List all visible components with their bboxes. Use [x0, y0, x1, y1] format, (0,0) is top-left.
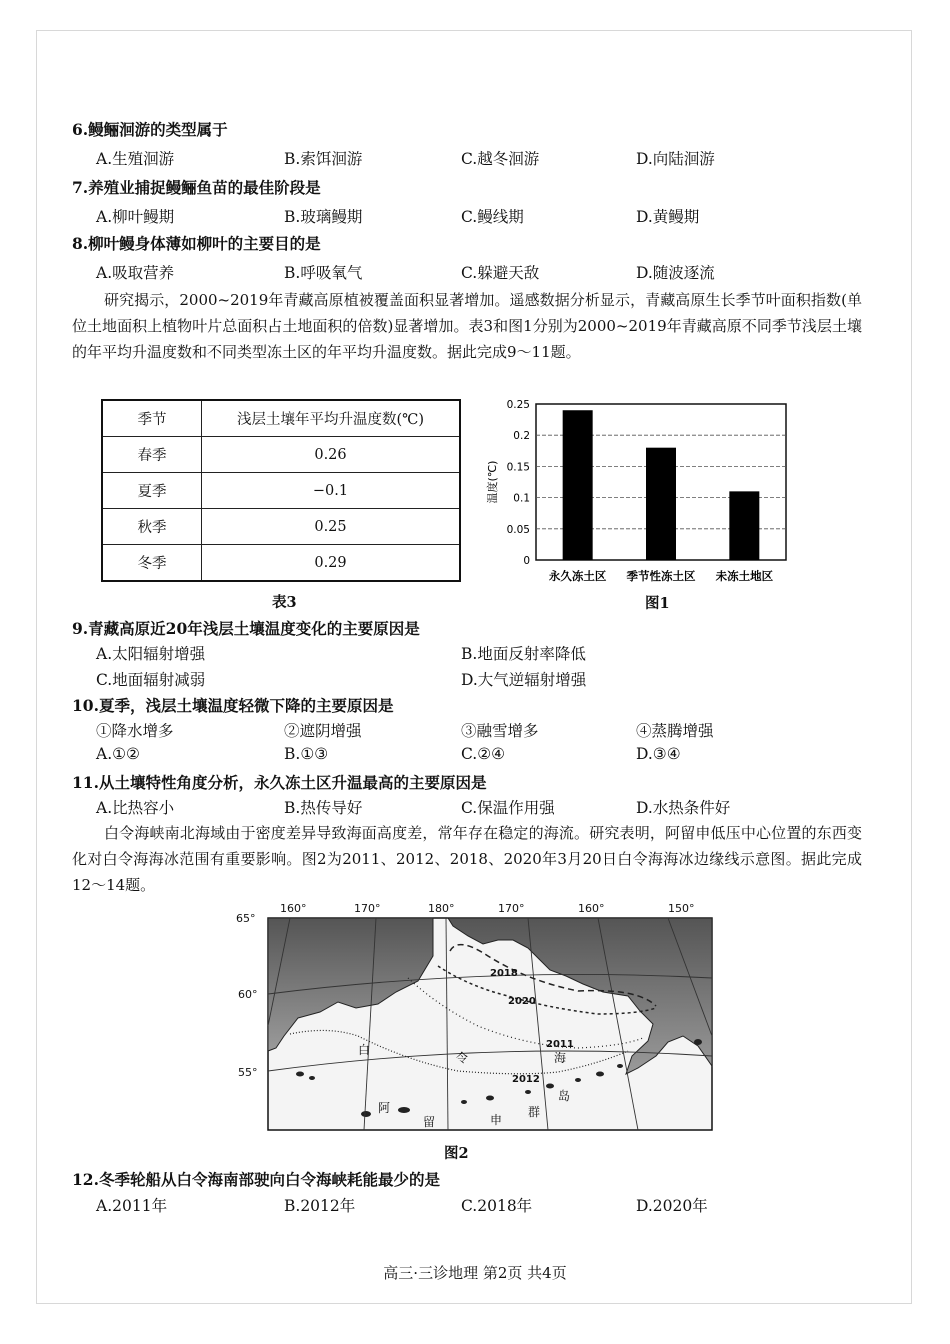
- table-cell: −0.1: [202, 473, 461, 509]
- table-header-season: 季节: [102, 400, 202, 437]
- q6-option-b: B.索饵洄游: [284, 150, 363, 168]
- label-2011: 2011: [546, 1039, 574, 1050]
- question-11-stem: 11.从土壤特性角度分析，永久冻土区升温最高的主要原因是: [72, 773, 487, 792]
- table-cell: 秋季: [102, 509, 202, 545]
- q11-option-a: A.比热容小: [96, 799, 175, 817]
- question-9-stem: 9.青藏高原近20年浅层土壤温度变化的主要原因是: [72, 619, 420, 638]
- q8-option-c: C.躲避天敌: [461, 264, 540, 282]
- q11-option-d: D.水热条件好: [636, 799, 731, 817]
- chart-bar: [729, 491, 759, 560]
- q9-option-b: B.地面反射率降低: [461, 645, 586, 663]
- q8-option-d: D.随波逐流: [636, 264, 715, 282]
- q7-option-c: C.鳗线期: [461, 208, 524, 226]
- sea-char-1: 白: [358, 1043, 371, 1057]
- island-char-1: 阿: [378, 1101, 391, 1115]
- figure-2-map: [228, 896, 728, 1136]
- sea-char-3: 海: [554, 1051, 567, 1065]
- q8-option-b: B.呼吸氧气: [284, 264, 363, 282]
- island-char-2: 留: [423, 1115, 436, 1129]
- table-row: [102, 473, 460, 509]
- figure-1-chart: [476, 392, 806, 592]
- figure-1-caption: 图1: [645, 595, 670, 612]
- table-3: [101, 399, 461, 582]
- lon-label-2: 170°: [354, 902, 381, 915]
- q10-option-d: D.③④: [636, 745, 681, 763]
- label-2018: 2018: [490, 968, 518, 979]
- q10-item-2: ②遮阴增强: [284, 722, 362, 740]
- question-10-stem: 10.夏季，浅层土壤温度轻微下降的主要原因是: [72, 696, 394, 715]
- q11-option-c: C.保温作用强: [461, 799, 555, 817]
- question-8-stem: 8.柳叶鳗身体薄如柳叶的主要目的是: [72, 234, 321, 253]
- q10-option-c: C.②④: [461, 745, 506, 763]
- chart-ytick-label: 0.25: [506, 399, 530, 411]
- q6-option-a: A.生殖洄游: [96, 150, 175, 168]
- page-footer: 高三·三诊地理 第2页 共4页: [383, 1264, 567, 1282]
- q10-item-4: ④蒸腾增强: [636, 722, 714, 740]
- passage-tibet-text: 研究揭示，2000~2019年青藏高原植被覆盖面积显著增加。遥感数据分析显示，青藏高原生长季节叶面积指数(单位土地面积上植物叶片总面积占土地面积的倍数)显著增加。表3和图1分别为2000~2019年青藏高原不同季节浅层土壤的年平均升温度数和不同类型冻土区的年平均升温度数。据此完成9～11题。: [72, 291, 862, 361]
- chart-ytick-label: 0: [523, 555, 530, 567]
- chart-ylabel: 温度(℃): [486, 460, 499, 504]
- table-header-row: [102, 400, 460, 437]
- lat-label-3: 55°: [238, 1066, 258, 1079]
- lat-label-1: 65°: [236, 912, 256, 925]
- q12-option-c: C.2018年: [461, 1197, 533, 1215]
- island-char-3: 申: [490, 1113, 503, 1127]
- q8-option-a: A.吸取营养: [96, 264, 175, 282]
- passage-bering: [72, 820, 862, 898]
- table-cell: 夏季: [102, 473, 202, 509]
- island-char-4: 群: [528, 1105, 541, 1119]
- question-6-stem: 6.鳗鲡洄游的类型属于: [72, 120, 228, 139]
- lon-label-6: 150°: [668, 902, 695, 915]
- question-7-stem: 7.养殖业捕捉鳗鲡鱼苗的最佳阶段是: [72, 178, 321, 197]
- figure-2-caption: 图2: [444, 1145, 469, 1162]
- q10-item-3: ③融雪增多: [461, 722, 539, 740]
- chart-xtick-label: 永久冻土区: [548, 569, 607, 583]
- q11-option-b: B.热传导好: [284, 799, 363, 817]
- q9-option-c: C.地面辐射减弱: [96, 671, 206, 689]
- q7-option-b: B.玻璃鳗期: [284, 208, 363, 226]
- table-cell: 0.26: [202, 437, 461, 473]
- chart-bar: [563, 410, 593, 560]
- q7-option-d: D.黄鳗期: [636, 208, 700, 226]
- q10-option-a: A.①②: [96, 745, 140, 763]
- q9-option-a: A.太阳辐射增强: [96, 645, 206, 663]
- passage-bering-text: 白令海峡南北海域由于密度差异导致海面高度差，常年存在稳定的海流。研究表明，阿留申低压中心位置的东西变化对白令海海冰范围有重要影响。图2为2011、2012、2018、2020年3月20日白令海海冰边缘线示意图。据此完成12～14题。: [72, 824, 862, 894]
- q10-item-1: ①降水增多: [96, 722, 174, 740]
- q6-option-c: C.越冬洄游: [461, 150, 540, 168]
- q12-option-a: A.2011年: [96, 1197, 168, 1215]
- table-row: [102, 437, 460, 473]
- label-2012: 2012: [512, 1074, 540, 1085]
- lon-label-4: 170°: [498, 902, 525, 915]
- table-row: [102, 545, 460, 582]
- chart-ytick-label: 0.1: [513, 492, 530, 505]
- q6-option-d: D.向陆洄游: [636, 150, 715, 168]
- lat-label-2: 60°: [238, 988, 258, 1001]
- label-2020: 2020: [508, 996, 536, 1007]
- chart-ytick-label: 0.05: [506, 523, 530, 536]
- question-12-stem: 12.冬季轮船从白令海南部驶向白令海峡耗能最少的是: [72, 1170, 440, 1189]
- chart-bar: [646, 448, 676, 560]
- table-cell: 0.29: [202, 545, 461, 582]
- chart-xtick-label: 未冻土地区: [715, 569, 774, 583]
- island-char-5: 岛: [558, 1089, 571, 1103]
- table-header-temp: 浅层土壤年平均升温度数(℃): [202, 400, 461, 437]
- table-cell: 春季: [102, 437, 202, 473]
- chart-ytick-label: 0.15: [506, 461, 530, 474]
- table-3-caption: 表3: [272, 594, 297, 611]
- chart-ytick-label: 0.2: [513, 430, 530, 443]
- sea-char-2: 令: [456, 1051, 469, 1065]
- q12-option-b: B.2012年: [284, 1197, 356, 1215]
- chart-xtick-label: 季节性冻土区: [626, 569, 696, 583]
- table-cell: 0.25: [202, 509, 461, 545]
- q10-option-b: B.①③: [284, 745, 329, 763]
- lon-label-5: 160°: [578, 902, 605, 915]
- q9-option-d: D.大气逆辐射增强: [461, 671, 587, 689]
- q7-option-a: A.柳叶鳗期: [96, 208, 175, 226]
- passage-tibet: [72, 287, 862, 365]
- table-row: [102, 509, 460, 545]
- q12-option-d: D.2020年: [636, 1197, 708, 1215]
- lon-label-3: 180°: [428, 902, 455, 915]
- table-cell: 冬季: [102, 545, 202, 582]
- lon-label-1: 160°: [280, 902, 307, 915]
